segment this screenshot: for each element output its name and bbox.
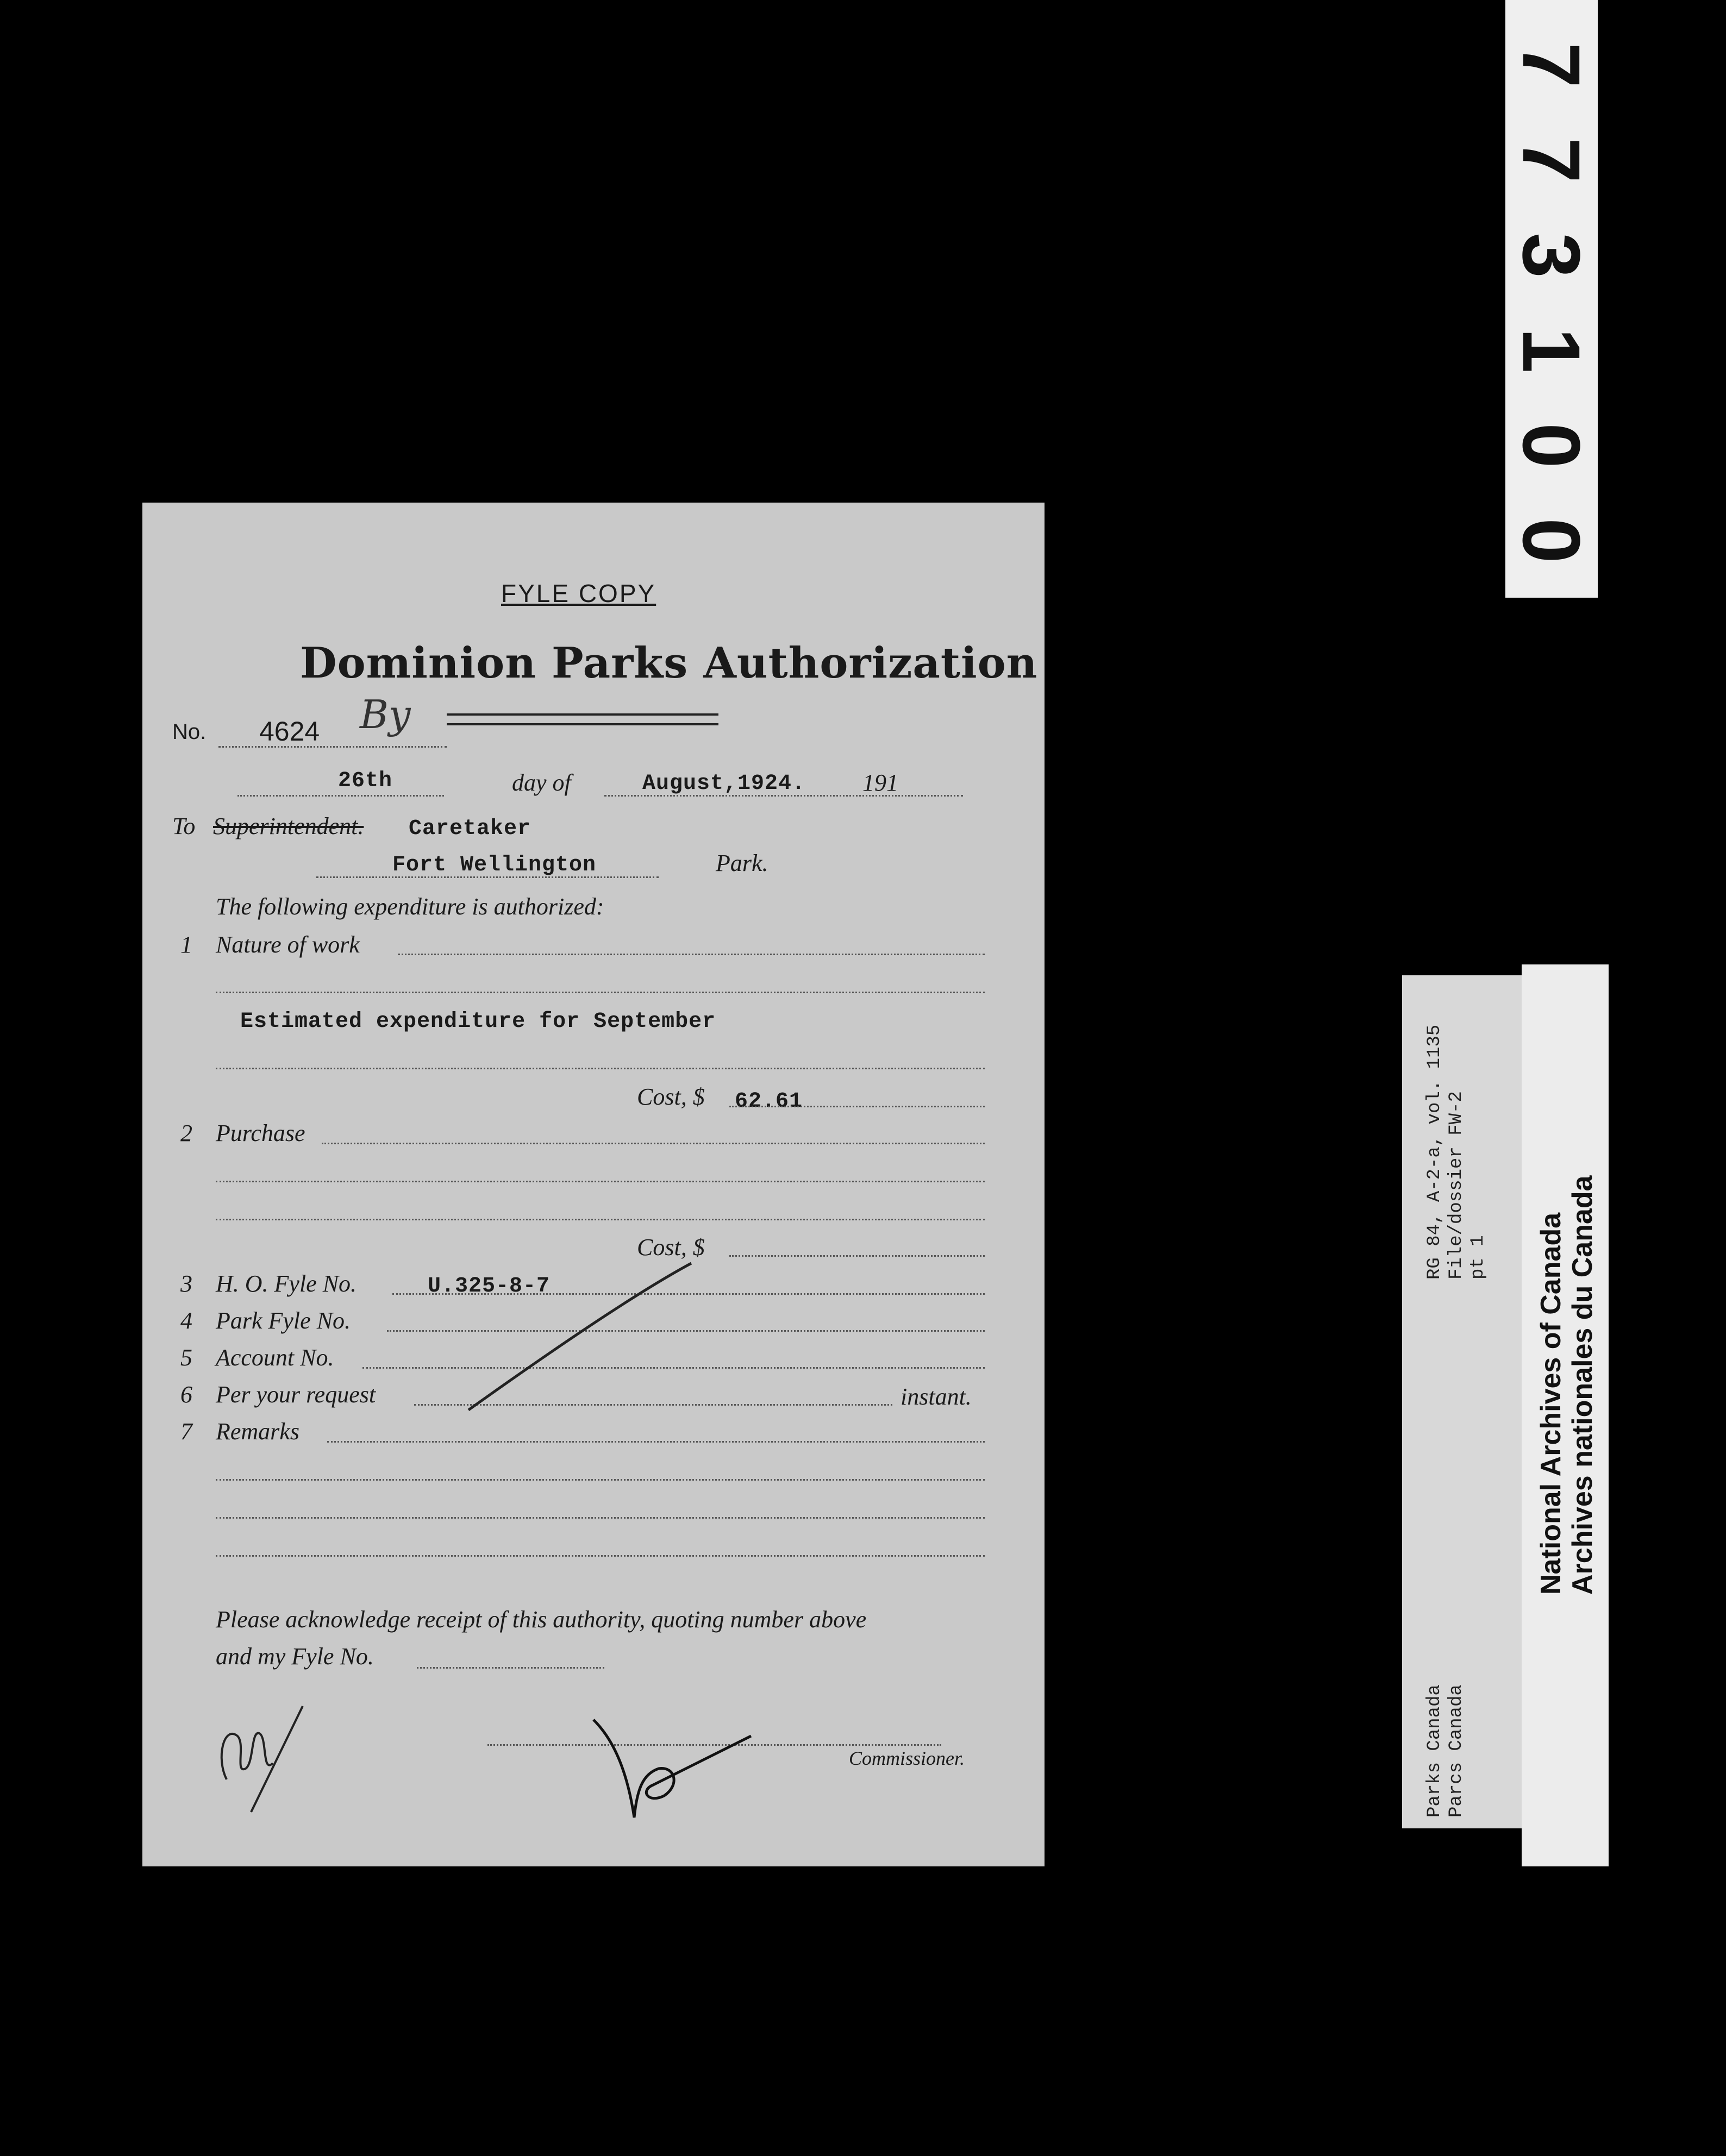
number-dotted-line [218,746,447,748]
park-name-value: Fort Wellington [392,853,597,878]
item-2-line-3 [216,1219,985,1220]
cost-line [729,1106,985,1107]
item-5-number: 5 [180,1344,192,1371]
item-2-line-2 [216,1181,985,1182]
handwritten-initials: By [360,692,411,737]
item-1-line-3 [216,1068,985,1069]
commissioner-label: Commissioner. [849,1747,965,1769]
commissioner-signature [588,1714,762,1823]
authorization-form [142,503,1045,1866]
item-3-label: H. O. Fyle No. [216,1270,357,1297]
item-3-number: 3 [180,1270,192,1297]
reel-digit: 3 [1506,233,1597,278]
slip-reference-block [1424,1025,1489,1280]
item-4-label: Park Fyle No. [216,1307,351,1334]
addressee-value: Caretaker [409,817,531,841]
intro-text: The following expenditure is authorized: [216,893,604,920]
reference-slip [1402,975,1522,1828]
slip-org-line1: Parks Canada [1424,1684,1445,1817]
archives-slip [1522,964,1609,1866]
acknowledge-text-line2: and my Fyle No. [216,1643,374,1670]
remarks-line-3 [216,1517,985,1519]
item-7-line [327,1441,985,1443]
item-5-label: Account No. [216,1344,334,1371]
archives-label-block [1535,1175,1598,1595]
item-2-label: Purchase [216,1120,305,1146]
item-1-number: 1 [180,931,192,958]
ho-fyle-value: U.325-8-7 [428,1274,551,1299]
number-label: No. [172,720,207,744]
fyle-copy-heading: FYLE COPY [501,579,656,607]
title-double-rule [447,713,718,725]
form-title: Dominion Parks Authorization [300,638,1038,688]
item-1-line [398,954,985,955]
slip-org-block [1424,1684,1467,1817]
reel-digit: 0 [1506,518,1597,563]
instant-label: instant. [900,1383,972,1410]
reel-digit: 7 [1506,42,1597,88]
slip-ref-line1: RG 84, A-2-a, vol. 1135 [1424,1024,1445,1280]
slip-ref-line3: pt 1 [1468,1235,1489,1280]
acknowledge-text-line1: Please acknowledge receipt of this authority, quoting number above [216,1606,867,1633]
cost-value: 62.61 [735,1089,803,1114]
item-4-number: 4 [180,1307,192,1334]
item-2-line [322,1143,985,1144]
cost-line-2 [729,1255,985,1257]
fyle-no-line [417,1667,604,1669]
pen-stroke [458,1252,708,1415]
park-label: Park. [716,850,768,876]
item-1-label: Nature of work [216,931,360,958]
reel-digit: 1 [1506,328,1597,373]
month-year-value: August,1924. [642,772,806,796]
item-1-line-2 [216,992,985,993]
reel-digit: 7 [1506,137,1597,183]
day-of-label: day of [512,769,571,796]
archives-line1: National Archives of Canada [1535,1212,1567,1595]
handwritten-initials-left [213,1693,311,1817]
authorization-number: 4624 [259,716,320,747]
remarks-line-2 [216,1479,985,1481]
cost-label: Cost, $ [637,1083,705,1110]
year-prefix: 191 [862,769,898,796]
item-7-label: Remarks [216,1418,299,1445]
cost-label-2: Cost, $ [637,1234,705,1261]
slip-org-line2: Parcs Canada [1446,1684,1467,1817]
item-6-label: Per your request [216,1381,376,1408]
item-2-number: 2 [180,1120,192,1146]
day-dotted-line [237,795,444,797]
day-value: 26th [338,769,393,793]
reel-number-strip [1505,0,1598,598]
work-detail-value: Estimated expenditure for September [240,1010,716,1034]
reel-digit: 0 [1506,423,1597,468]
superintendent-struck: Superintendent. [213,813,364,839]
archives-line2: Archives nationales du Canada [1567,1175,1598,1595]
remarks-line-4 [216,1555,985,1557]
item-6-number: 6 [180,1381,192,1408]
item-7-number: 7 [180,1418,192,1445]
to-label: To [172,813,196,839]
slip-ref-line2: File/dossier FW-2 [1446,1091,1467,1280]
